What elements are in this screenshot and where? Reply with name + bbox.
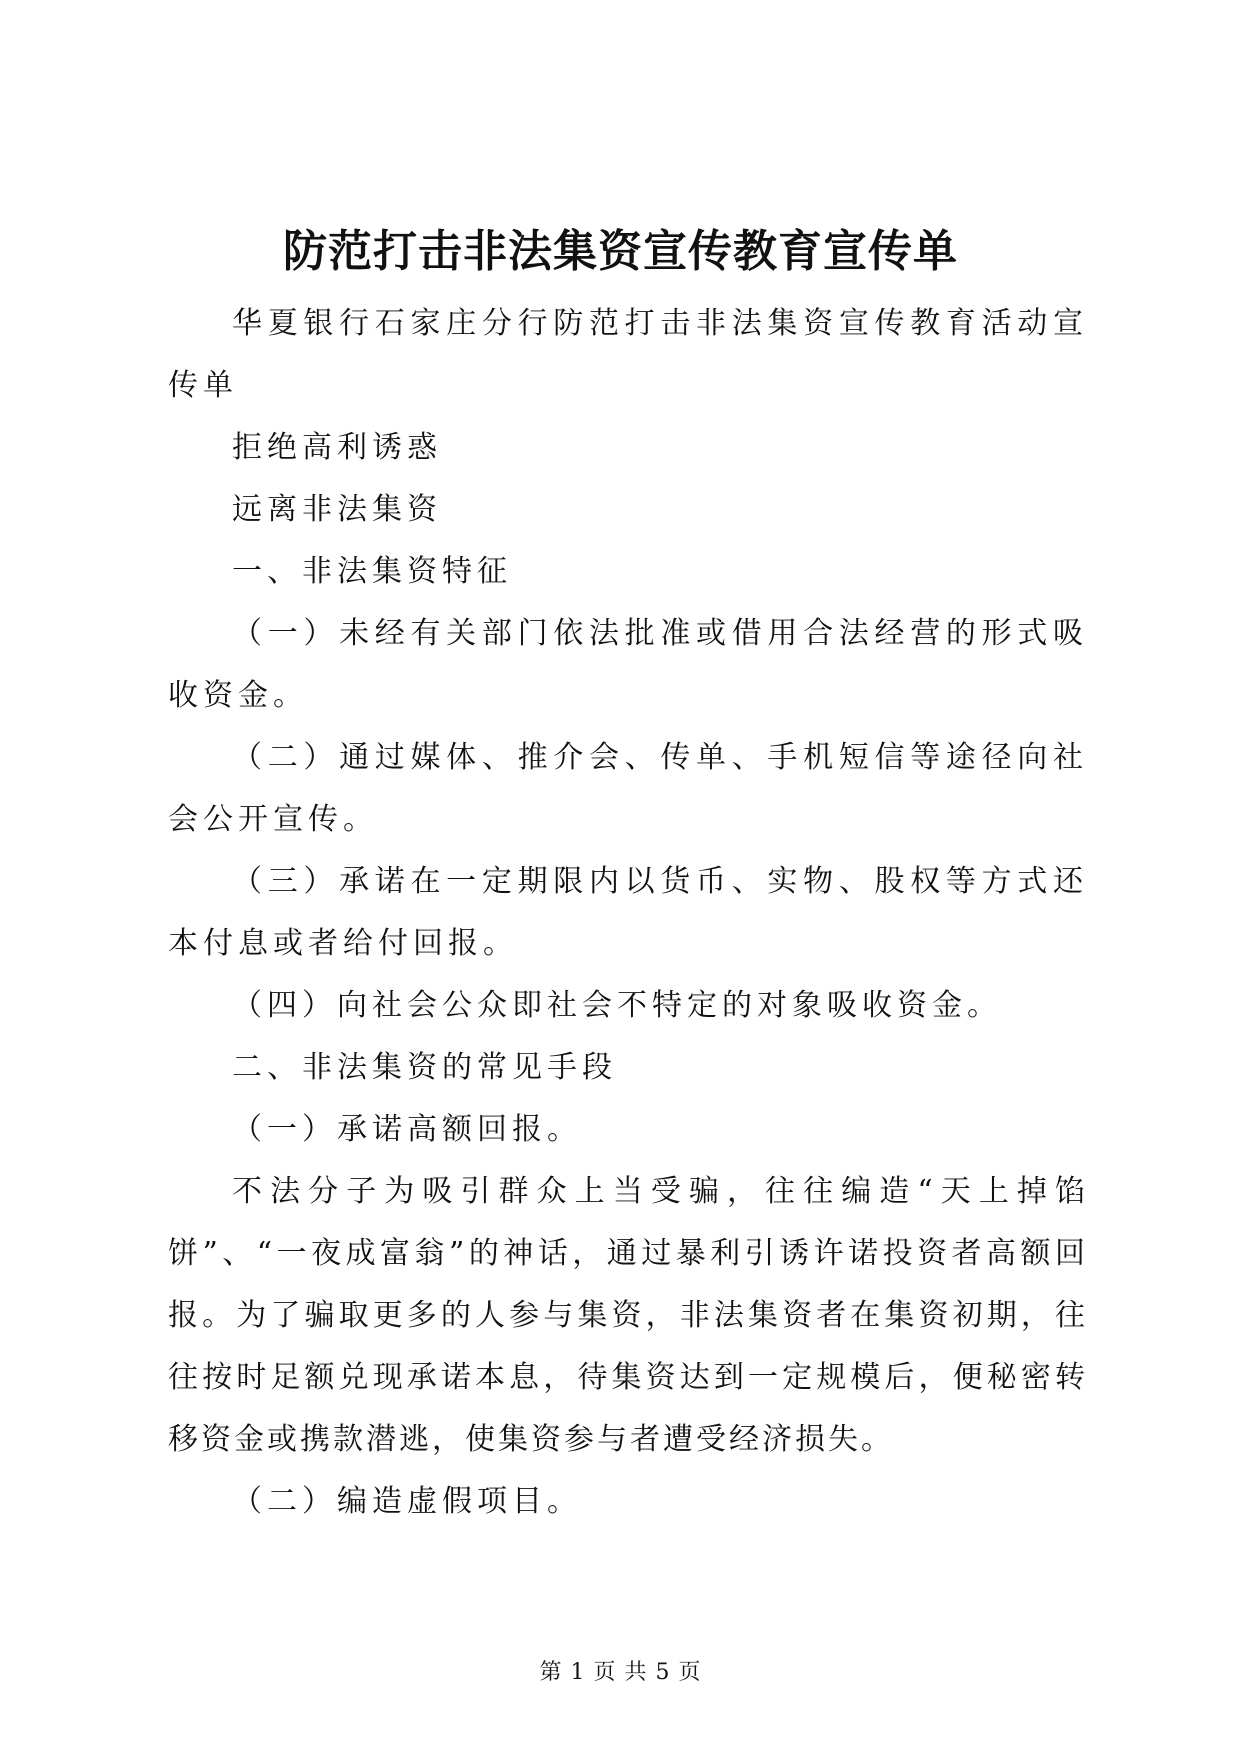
paragraph-feature-1: （一）未经有关部门依法批准或借用合法经营的形式吸收资金。 — [168, 616, 1088, 713]
document-body — [168, 293, 1088, 1533]
paragraph-subtitle: 华夏银行石家庄分行防范打击非法集资宣传教育活动宣传单 — [168, 306, 1088, 403]
page-number: 第 1 页 共 5 页 — [539, 1660, 702, 1685]
paragraph-method-1: （一）承诺高额回报。 — [232, 1112, 582, 1147]
paragraph-method-2: （二）编造虚假项目。 — [232, 1484, 582, 1519]
paragraph-feature-3: （三）承诺在一定期限内以货币、实物、股权等方式还本付息或者给付回报。 — [168, 864, 1088, 961]
document-title: 防范打击非法集资宣传教育宣传单 — [283, 226, 958, 277]
paragraph-method-1-detail: 不法分子为吸引群众上当受骗，往往编造“天上掉馅饼”、“一夜成富翁”的神话，通过暴利引诱许诺投资者高额回报。为了骗取更多的人参与集资，非法集资者在集资初期，往往按时足额兑现承诺本息，待集资达到一定规模后，便秘密转移资金或携款潜逃，使集资参与者遭受经济损失。 — [168, 1174, 1088, 1457]
paragraph-feature-4: （四）向社会公众即社会不特定的对象吸收资金。 — [232, 988, 1002, 1023]
paragraph-feature-2: （二）通过媒体、推介会、传单、手机短信等途径向社会公开宣传。 — [168, 740, 1088, 837]
paragraph-slogan-2: 远离非法集资 — [232, 492, 442, 527]
section-heading-2: 二、非法集资的常见手段 — [232, 1050, 617, 1085]
paragraph-slogan-1: 拒绝高利诱惑 — [232, 430, 442, 465]
section-heading-1: 一、非法集资特征 — [232, 554, 512, 589]
